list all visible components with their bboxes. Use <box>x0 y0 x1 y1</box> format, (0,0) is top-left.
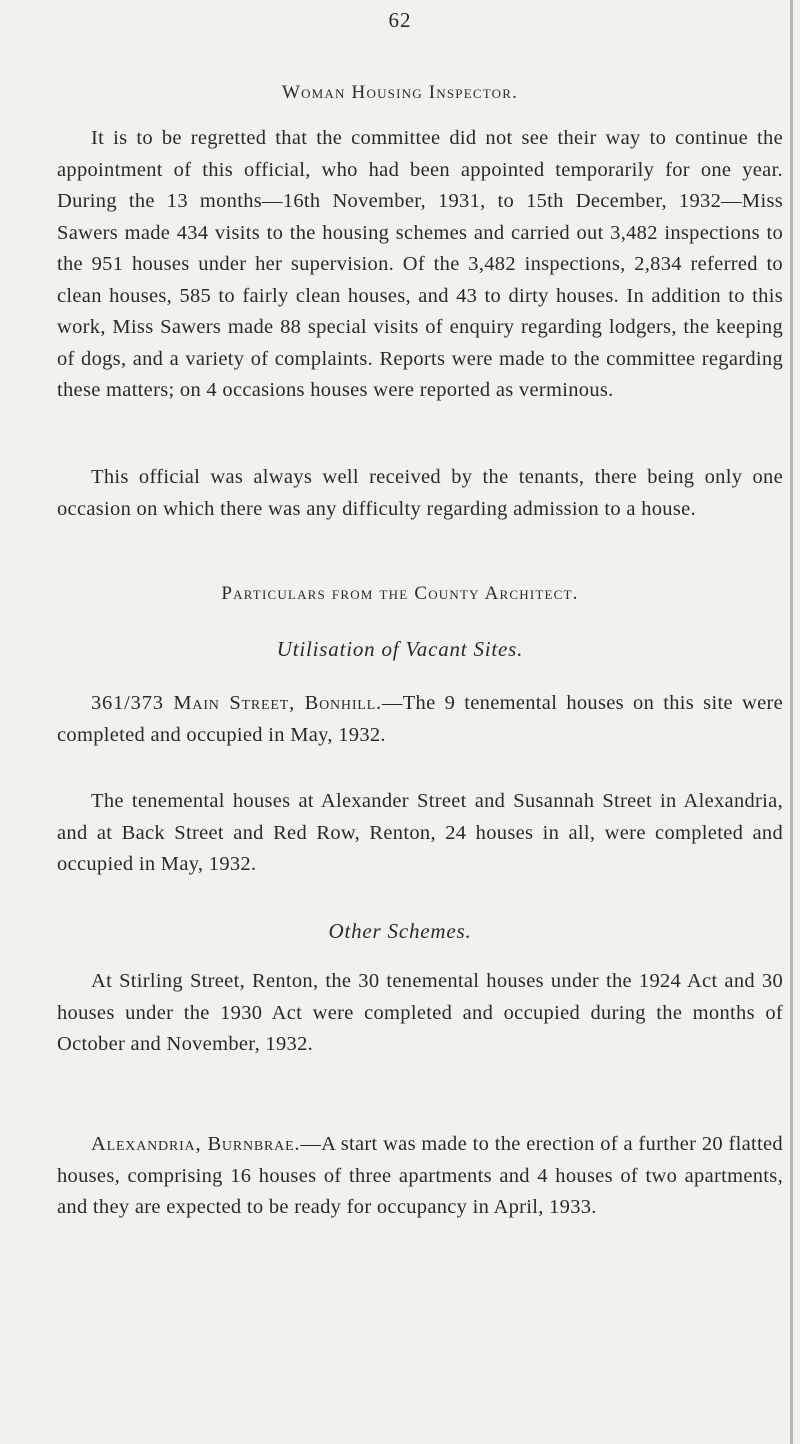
text-main-street-bonhill: —The 9 tenemental houses on this site were completed and occupied in May, 1932. <box>57 692 783 746</box>
heading-county-architect: Particulars from the County Architect. <box>221 583 579 604</box>
paragraph-main-street-bonhill <box>57 688 783 751</box>
subheading-vacant-sites: Utilisation of Vacant Sites. <box>276 637 524 661</box>
paragraph-alexander-street: The tenemental houses at Alexander Street and Susannah Street in Alexandria, and at Back Street and Red Row, Renton, 24 houses in all, were completed and occupied in May, 1932. <box>57 790 783 875</box>
paragraph-tenant-reception: This official was always well received by the tenants, there being only one occasion on which there was any difficulty regarding admission to a house. <box>57 466 783 520</box>
page-edge-shadow <box>790 0 793 1444</box>
paragraph-stirling-street: At Stirling Street, Renton, the 30 tenemental houses under the 1924 Act and 30 houses under the 1930 Act were completed and occupied during the months of October and November, 1932. <box>57 970 783 1055</box>
subheading-other-schemes: Other Schemes. <box>328 919 472 943</box>
lead-alexandria-burnbrae: Alexandria, Burnbrae. <box>91 1133 301 1155</box>
lead-main-street-bonhill: 361/373 Main Street, Bonhill. <box>91 692 382 714</box>
paragraph-alexandria-burnbrae <box>57 1129 783 1224</box>
page-number: 62 <box>388 8 412 32</box>
heading-woman-housing-inspector: Woman Housing Inspector. <box>281 82 519 103</box>
paragraph-inspector-report: It is to be regretted that the committee did not see their way to continue the appointment of this official, who had been appointed temporarily for one year. During the 13 months—16th November, 1931, to 15th December, 1932—Miss Sawers made 434 visits to the housing schemes and carried out 3,482 inspections to the 951 houses under her supervision. Of the 3,482 inspections, 2,834 referred to clean houses, 585 to fairly clean houses, and 43 to dirty houses. In addition to this work, Miss Sawers made 88 special visits of enquiry regarding lodgers, the keeping of dogs, and a variety of complaints. Reports were made to the committee regarding these matters; on 4 occasions houses were reported as verminous. <box>57 127 783 401</box>
text-alexandria-burnbrae: —A start was made to the erection of a further 20 flatted houses, comprising 16 houses of three apartments and 4 houses of two apartments, and they are expected to be ready for occupancy in April, 1933. <box>57 1133 783 1218</box>
